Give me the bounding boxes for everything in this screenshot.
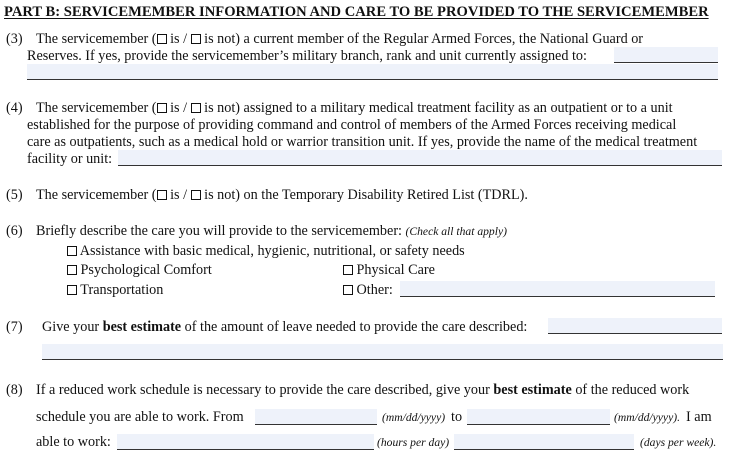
question-text: Give your bbox=[42, 319, 103, 335]
question-text: If a reduced work schedule is necessary to provide the care described, give your bbox=[36, 382, 494, 398]
is-label: is / bbox=[170, 187, 188, 203]
question-number: (4) bbox=[6, 100, 23, 116]
option-psychological bbox=[67, 262, 212, 278]
question-4-line-3: care as outpatients, such as a medical hold or warrior transition unit. If yes, provide the name of the medical treatment bbox=[27, 134, 698, 150]
option-other bbox=[343, 282, 393, 298]
branch-rank-unit-field-continued[interactable] bbox=[27, 64, 718, 80]
part-title: PART B: SERVICEMEMBER INFORMATION AND CARE TO BE PROVIDED TO THE SERVICEMEMBER bbox=[4, 4, 709, 20]
leave-amount-field[interactable] bbox=[548, 318, 722, 334]
facility-or-unit-field[interactable] bbox=[118, 150, 722, 166]
option-label: Other: bbox=[356, 282, 393, 298]
question-text: Briefly describe the care you will provide to the servicemember: bbox=[36, 223, 402, 239]
days-per-week-hint: (days per week). bbox=[640, 436, 717, 449]
option-label: Physical Care bbox=[356, 262, 435, 278]
option-assistance bbox=[67, 243, 465, 259]
is-not-checkbox[interactable] bbox=[191, 190, 201, 200]
is-checkbox[interactable] bbox=[157, 34, 167, 44]
question-text: of the amount of leave needed to provide the care described: bbox=[181, 319, 528, 335]
question-number: (7) bbox=[6, 319, 23, 335]
transportation-checkbox[interactable] bbox=[67, 285, 77, 295]
question-text: The servicemember ( bbox=[36, 31, 157, 47]
question-3-line-1 bbox=[36, 31, 643, 47]
question-6-prompt bbox=[36, 223, 507, 240]
question-4-line-1 bbox=[36, 100, 673, 116]
question-number: (8) bbox=[6, 382, 23, 398]
question-4-line-4: facility or unit: bbox=[27, 151, 113, 167]
question-5-line-1 bbox=[36, 187, 528, 203]
question-text: The servicemember ( bbox=[36, 100, 157, 116]
i-am-label: I am bbox=[686, 409, 712, 425]
option-label: Psychological Comfort bbox=[80, 262, 212, 278]
question-3-line-2: Reserves. If yes, provide the servicemember’s military branch, rank and unit currently assigned to: bbox=[27, 48, 587, 64]
best-estimate-emphasis: best estimate bbox=[102, 319, 182, 335]
to-label: to bbox=[451, 409, 463, 425]
question-8-line-1 bbox=[36, 382, 689, 398]
option-label: Transportation bbox=[80, 282, 164, 298]
question-text: The servicemember ( bbox=[36, 187, 157, 203]
other-description-field[interactable] bbox=[400, 281, 715, 297]
leave-amount-field-continued[interactable] bbox=[42, 344, 723, 360]
question-7-line-1 bbox=[42, 319, 527, 335]
schedule-end-date-field[interactable] bbox=[467, 409, 610, 425]
question-number: (3) bbox=[6, 31, 23, 47]
question-number: (5) bbox=[6, 187, 23, 203]
question-text: of the reduced work bbox=[571, 382, 690, 398]
question-4-line-2: established for the purpose of providing command and control of members of the Armed Forces receiving medical bbox=[27, 117, 677, 133]
question-text: is not) a current member of the Regular Armed Forces, the National Guard or bbox=[204, 31, 644, 47]
best-estimate-emphasis: best estimate bbox=[493, 382, 572, 398]
is-checkbox[interactable] bbox=[157, 190, 167, 200]
schedule-start-date-field[interactable] bbox=[255, 409, 377, 425]
date-format-hint: (mm/dd/yyyy). bbox=[614, 411, 680, 424]
is-not-checkbox[interactable] bbox=[191, 103, 201, 113]
check-all-hint: (Check all that apply) bbox=[405, 225, 507, 238]
branch-rank-unit-field[interactable] bbox=[614, 47, 718, 63]
option-physical bbox=[343, 262, 435, 278]
hours-per-day-hint: (hours per day) bbox=[377, 436, 450, 449]
is-not-checkbox[interactable] bbox=[191, 34, 201, 44]
hours-per-day-field[interactable] bbox=[117, 434, 374, 450]
schedule-from-label: schedule you are able to work. From bbox=[36, 409, 244, 425]
is-label: is / bbox=[170, 100, 188, 116]
option-label: Assistance with basic medical, hygienic, nutritional, or safety needs bbox=[79, 243, 465, 259]
question-number: (6) bbox=[6, 223, 23, 239]
date-format-hint: (mm/dd/yyyy) bbox=[382, 411, 446, 424]
question-text: is not) assigned to a military medical treatment facility as an outpatient or to a unit bbox=[204, 100, 673, 116]
is-checkbox[interactable] bbox=[157, 103, 167, 113]
able-to-work-label: able to work: bbox=[36, 434, 111, 450]
psychological-checkbox[interactable] bbox=[67, 265, 77, 275]
question-text: is not) on the Temporary Disability Retired List (TDRL). bbox=[204, 187, 528, 203]
days-per-week-field[interactable] bbox=[454, 434, 634, 450]
physical-care-checkbox[interactable] bbox=[343, 265, 353, 275]
option-transportation bbox=[67, 282, 163, 298]
is-label: is / bbox=[170, 31, 188, 47]
assistance-checkbox[interactable] bbox=[67, 246, 77, 256]
other-checkbox[interactable] bbox=[343, 285, 353, 295]
